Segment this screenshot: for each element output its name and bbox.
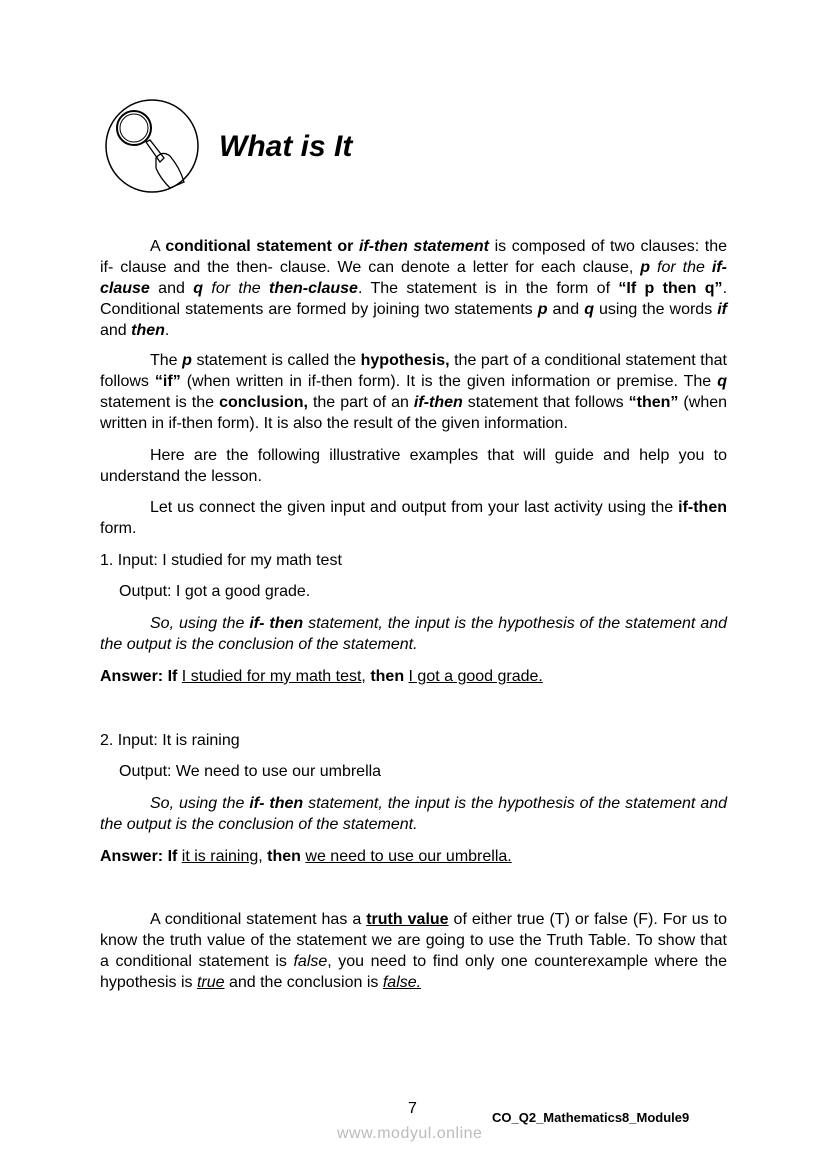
text-run: q bbox=[193, 280, 204, 297]
text-run: (when written in if-then form). It is also the result of the given information. bbox=[100, 394, 728, 432]
example2-output bbox=[119, 761, 727, 782]
text-run: . bbox=[164, 322, 170, 339]
text-run: A bbox=[150, 238, 166, 255]
text-run: . The statement is in the form of bbox=[357, 280, 619, 297]
text-run: statement that follows bbox=[462, 394, 629, 411]
paragraph-hypothesis bbox=[100, 350, 727, 434]
module-code: CO_Q2_Mathematics8_Module9 bbox=[492, 1110, 690, 1125]
text-run: for the bbox=[203, 280, 270, 297]
text-run: “if” bbox=[154, 373, 181, 390]
text-run: “If p then q” bbox=[618, 280, 723, 297]
text-run: conditional statement or bbox=[165, 238, 359, 255]
example1-output bbox=[119, 581, 727, 602]
text-run: Answer: If bbox=[100, 848, 182, 865]
text-run: false. bbox=[382, 974, 422, 991]
text-run: if bbox=[717, 301, 728, 318]
example2-input bbox=[100, 730, 727, 751]
text-run: if-then bbox=[413, 394, 463, 411]
text-run: , bbox=[258, 848, 268, 865]
example1-explanation bbox=[100, 613, 727, 655]
text-run: q bbox=[717, 373, 727, 390]
text-run: 2. Input: It is raining bbox=[100, 732, 240, 749]
text-run: it is raining bbox=[181, 848, 259, 865]
text-run: for the bbox=[650, 259, 712, 276]
text-run: (when written in if-then form). It is the given information or premise. The bbox=[180, 373, 718, 390]
text-run: if- then bbox=[249, 615, 304, 632]
text-run: hypothesis, bbox=[360, 352, 450, 369]
text-run: I studied for my math test bbox=[181, 668, 362, 685]
example1-input bbox=[100, 550, 727, 571]
text-run: statement, the input is the hypothesis of the statement and the output is the conclusion of the statement. bbox=[100, 795, 728, 833]
text-run: of either true (T) or false (F). For us to know the truth value of the statement we are going to use the Truth Table. To show that a conditional statement is bbox=[100, 911, 728, 970]
text-run: q bbox=[584, 301, 594, 318]
text-run: form. bbox=[100, 520, 137, 537]
text-run: conclusion, bbox=[219, 394, 308, 411]
text-run: if- then bbox=[249, 795, 304, 812]
paragraph-intro-examples bbox=[100, 445, 727, 487]
page-number: 7 bbox=[408, 1100, 417, 1117]
text-run: The bbox=[150, 352, 183, 369]
text-run: is composed of two clauses: the if- clause and the then- clause. We can denote a letter for each clause, bbox=[100, 238, 727, 276]
text-run: p bbox=[640, 259, 651, 276]
paragraph-truth-value bbox=[100, 909, 727, 993]
text-run: , you need to find only one counterexample where the hypothesis is bbox=[100, 953, 727, 991]
text-run: and bbox=[149, 280, 194, 297]
text-run: A conditional statement has a bbox=[150, 911, 367, 928]
text-run: 1. Input: I studied for my math test bbox=[100, 552, 342, 569]
text-run: p bbox=[537, 301, 548, 318]
text-run: then bbox=[267, 848, 306, 865]
example1-answer bbox=[100, 666, 727, 687]
text-run: Output: I got a good grade. bbox=[119, 583, 311, 600]
text-run: So, using the bbox=[150, 615, 250, 632]
text-run: if-then statement bbox=[358, 238, 490, 255]
example2-answer bbox=[100, 846, 727, 867]
text-run: statement, the input is the hypothesis of the statement and the output is the conclusion of the statement. bbox=[100, 615, 728, 653]
text-run: we need to use our umbrella. bbox=[305, 848, 512, 865]
example2-explanation bbox=[100, 793, 727, 835]
text-run: true bbox=[196, 974, 225, 991]
text-run: I got a good grade. bbox=[408, 668, 543, 685]
text-run: , bbox=[361, 668, 371, 685]
text-run: then bbox=[131, 322, 165, 339]
text-run: So, using the bbox=[150, 795, 250, 812]
text-run: and bbox=[100, 322, 132, 339]
text-run: and bbox=[547, 301, 585, 318]
text-run: . Conditional statements are formed by joining two statements bbox=[100, 280, 728, 318]
text-run: false bbox=[293, 953, 328, 970]
text-run: and the conclusion is bbox=[224, 974, 383, 991]
text-run: statement is called the bbox=[191, 352, 361, 369]
text-run: Here are the following illustrative examples that will guide and help you to understand the lesson. bbox=[100, 447, 727, 485]
text-run: Let us connect the given input and output from your last activity using the bbox=[150, 499, 679, 516]
text-run: truth value bbox=[366, 911, 449, 928]
magnifying-glass-icon bbox=[104, 98, 200, 199]
text-run: “then” bbox=[628, 394, 679, 411]
text-run: if-clause bbox=[100, 259, 728, 297]
text-run: the part of an bbox=[307, 394, 414, 411]
watermark: www.modyul.online bbox=[337, 1125, 483, 1142]
text-run: Answer: If bbox=[100, 668, 182, 685]
paragraph-connect bbox=[100, 497, 727, 539]
text-run: Output: We need to use our umbrella bbox=[119, 763, 382, 780]
text-run: then-clause bbox=[269, 280, 358, 297]
text-run: p bbox=[182, 352, 192, 369]
text-run: if-then bbox=[678, 499, 727, 516]
paragraph-definition bbox=[100, 236, 727, 341]
page-title: What is It bbox=[219, 130, 353, 163]
text-run: statement is the bbox=[100, 394, 220, 411]
text-run: then bbox=[370, 668, 409, 685]
text-run: the part of a conditional statement that follows bbox=[100, 352, 727, 390]
text-run: using the words bbox=[593, 301, 718, 318]
